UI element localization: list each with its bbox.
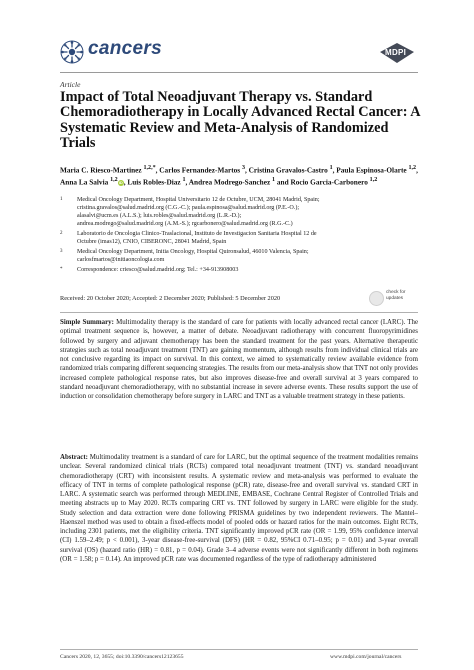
abstract-label: Abstract: [60,454,88,461]
author-affiliation-sup: 1,2 [110,177,118,184]
affiliation-email-line[interactable]: carlosfmartos@initiaoncologia.com [77,257,165,264]
author-list [60,163,420,188]
author-robles: , Luis Robles-Diaz [123,177,183,187]
orcid-icon[interactable]: iD [118,179,123,185]
check-for-updates-label[interactable] [386,290,405,301]
affiliation-number: 2 [60,231,63,236]
author-gravalos: , Cristina Gravalos-Castro [245,165,330,175]
check-line-2: updates [386,295,404,301]
author-fernandez: , Carlos Fernandez-Martos [155,165,242,175]
simple-summary-label: Simple Summary: [60,319,114,326]
footer-citation: Cancers 2020, 12, 3655; doi:10.3390/cancers12123655 [60,654,184,660]
correspondence-line[interactable]: Correspondence: criesco@salud.madrid.org; Tel.: +34-913908003 [77,267,239,273]
check-line-1: check for [386,290,406,295]
author-affiliation-sup: 1,2 [369,177,378,184]
abstract-text: Multimodality treatment is a standard of care for LARC, but the optimal sequence of the treatment modalities remains unclear. Several randomized clinical trials (RCTs) compared total neoadjuvant treatment (TNT) vs. standard neoadjuvant chemoradiotherapy (CRT) with inconsistent results. A systematic review and meta-analysis was performed to evaluate the efficacy of TNT in terms of complete pathological response (pCR) rate, disease-free and overall survival vs. standard CRT in LARC. A systematic search was performed through MEDLINE, EMBASE, Cochrane Central Register of Controlled Trials and meeting abstracts up to May 2020. RCTs comparing CRT vs. TNT followed by surgery in LARC were eligible for the study. Study selection and data extraction were done following PRISMA guidelines by two independent reviewers. The Mantel–Haenszel method was used to obtain a fixed-effects model of pooled odds or hazard ratios for the main outcomes. Eight RCTs, including 2301 patients, met the eligibility criteria. TNT significantly improved pCR rate (OR = 1.99, 95% confidence interval (CI) 1.59–2.49; p < 0.001), 3-year disease-free-survival (DFS) (HR = 0.82, 95%CI 0.71–0.95; p = 0.01) and 3-year overall survival (OS) (hazard ratio (HR) = 0.81, p = 0.04). Grade 3–4 adverse events were not significantly different in both regimens (OR = 1.58; p = 0.14). An improved pCR rate was documented regardless of the type of radiotherapy administered [60,454,418,563]
author-espinosa: , Paula Espinosa-Olarte [332,165,409,175]
affiliation-email-line[interactable]: alasalvi@ucm.es (A.L.S.); luis.robles@salud.madrid.org (L.R.-D.); [77,213,242,220]
affiliation-number: 3 [60,249,63,254]
author-affiliation-sup: 1 [182,177,186,184]
article-type: Article [60,80,81,89]
publisher-name: MDPI [385,48,407,57]
footer-url[interactable]: www.mdpi.com/journal/cancers [330,654,402,660]
affiliation-1 [60,196,400,228]
author-la-salvia: , Anna La Salvia [60,165,418,187]
author-garcia-carbonero: and Rocio Garcia-Carbonero [275,177,370,187]
publication-dates: Received: 20 October 2020; Accepted: 2 December 2020; Published: 5 December 2020 [60,295,281,302]
affiliation-email-line[interactable]: andrea.modrego@salud.madrid.org (A.M.-S.); rgcarbonero@salud.madrid.org (R.G.-C.) [77,221,293,228]
simple-summary [60,318,418,401]
simple-summary-text: Multimodality therapy is the standard of care for patients with locally advanced rectal cancer (LARC). The optimal treatment sequence is, however, a matter of debate. Neoadjuvant radiotherapy with concurrent fluoropyrimidines followed by surgery and adjuvant chemotherapy has been the standard treatment for the past years. Alternative therapeutic strategies such as total neoadjuvant treatment (TNT) are gaining momentum, although results from individual clinical trials are not conclusive regarding its impact on survival. In this context, we aimed to systematically review available evidence from randomized trials comparing different sequencing strategies. The results from our meta-analysis show that TNT not only provides increased complete pathological response rates, but also improves disease-free and overall survival at 3 years compared to standard neoadjuvant chemoradiotherapy, with no substantial increase in severe adverse events. These results support the use of induction or consolidation chemotherapy before surgery in LARC and TNT as a valuable treatment strategy in these patients. [60,319,418,400]
footer-rule [60,649,418,650]
paper-title: Impact of Total Neoadjuvant Therapy vs. Standard Chemoradiotherapy in Locally Advanced Rectal Cancer: A Systematic Review and Meta-Analysis of Randomized Trials [60,89,420,152]
cancers-journal-logo-icon [60,40,84,64]
affiliation-number: 1 [60,197,63,202]
affiliation-3 [60,248,400,264]
affiliation-line: Medical Oncology Department, Initia Oncology, Hospital Quironsalud, 46010 Valencia, Spain; [77,249,309,255]
affiliation-2 [60,230,400,246]
correspondence-mark: * [60,267,63,272]
journal-name: cancers [88,38,162,59]
author-affiliation-sup: 1,2,* [143,165,156,171]
author-modrego: , Andrea Modrego-Sanchez [185,177,273,187]
correspondence [60,266,400,274]
check-for-updates-icon[interactable] [369,291,384,306]
abstract [60,453,418,564]
affiliation-line: Medical Oncology Department, Hospital Universitario 12 de Octubre, UCM, 28041 Madrid, Spain; [77,197,320,203]
divider [60,312,418,313]
affiliation-line: Octubre (imas12), CNIO, CIBERONC, 28041 Madrid, Spain [77,239,227,246]
affiliation-line: Laboratorio de Oncologia Clinico-Traslacional, Instituto de Investigacion Sanitaria Hospital 12 de [77,231,317,237]
author-affiliation-sup: 1 [272,177,276,184]
header-rule [60,72,418,73]
author-riesco: Maria C. Riesco-Martinez [60,165,144,175]
affiliation-email-line[interactable]: cristina.gravalos@salud.madrid.org (C.G.-C.); paula.espinosa@salud.madrid.org (P.E.-O.); [77,205,300,212]
author-affiliation-sup: 3 [241,165,246,171]
author-affiliation-sup: 1,2 [408,165,417,171]
author-affiliation-sup: 1 [329,165,333,171]
